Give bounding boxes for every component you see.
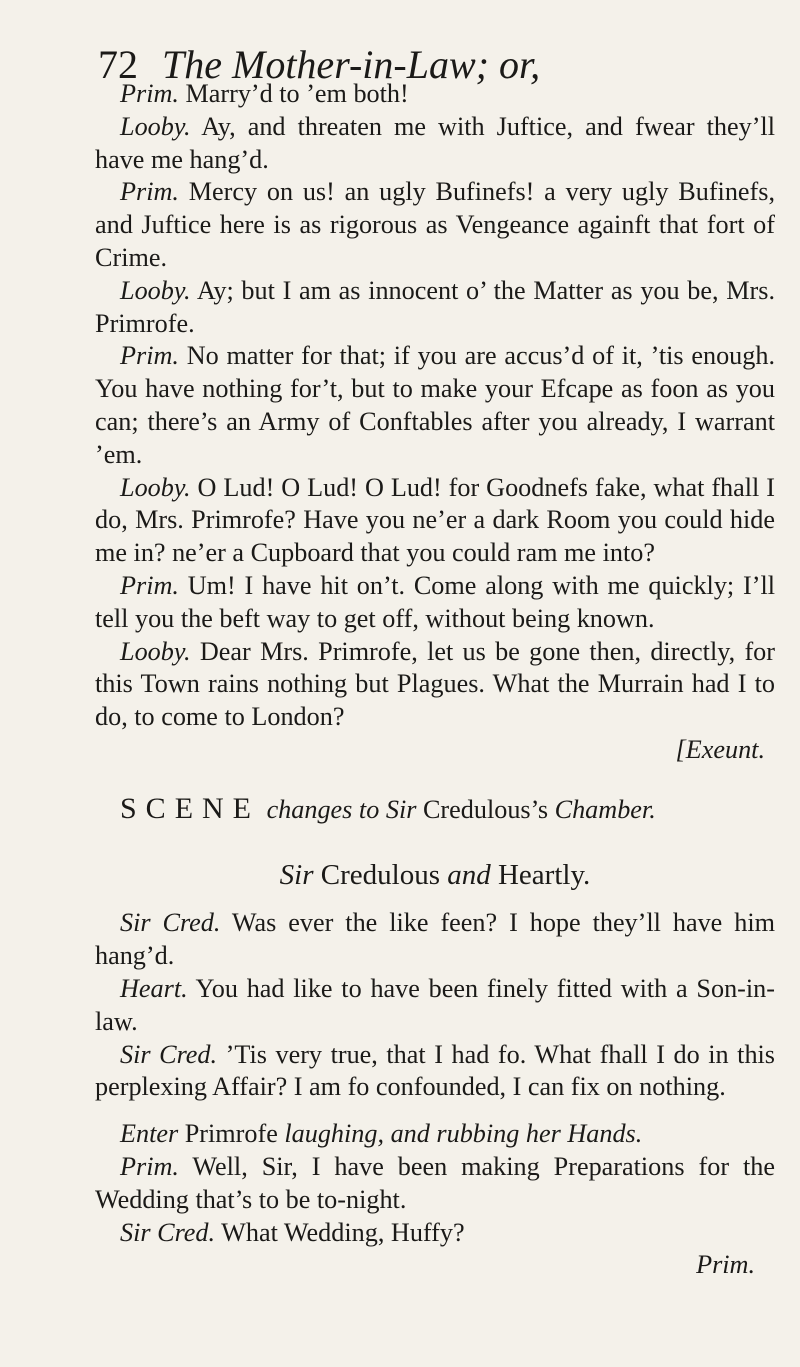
speech [95, 275, 775, 341]
speaker: Prim. [120, 1151, 179, 1181]
speaker: Sir Cred. [120, 1039, 218, 1069]
speech [95, 176, 775, 274]
scene-name: Credulous’s [422, 794, 549, 824]
speech-text: Well, Sir, I have been making Preparations for the Wedding that’s to be to-night. [95, 1151, 775, 1214]
persons-credulous: Credulous [320, 858, 440, 891]
speech [95, 1151, 775, 1217]
running-title: The Mother-in-Law; or, [162, 42, 541, 87]
speech [95, 570, 775, 636]
speech-text: Dear Mrs. Primrofe, let us be gone then, directly, for this Town rains nothing but Plagues. What the Murrain had I to do, to come to London? [95, 636, 775, 732]
speaker: Heart. [120, 973, 188, 1003]
speech-text: ’Tis very true, that I had fo. What fhall I do in this perplexing Affair? I am fo confounded, I can fix on nothing. [95, 1039, 776, 1102]
persons-sir: Sir [279, 858, 314, 891]
sd-rest: laughing, and rubbing her Hands. [284, 1119, 643, 1149]
speech-text: What Wedding, Huffy? [221, 1217, 465, 1247]
text-block [95, 78, 775, 1282]
speech [95, 636, 775, 734]
scene-word: SCENE [120, 791, 261, 825]
catchword: Prim. [696, 1250, 755, 1280]
persons-and: and [447, 858, 491, 891]
scene-changes: changes to [266, 794, 380, 824]
speech-text: Was ever the like feen? I hope they’ll have him hang’d. [95, 908, 775, 971]
sd-name: Primrofe [184, 1119, 278, 1149]
speech-text: You had like to have been finely fitted with a Son-in-law. [95, 973, 775, 1036]
persons-heartly: Heartly. [497, 858, 591, 891]
speech [95, 1039, 775, 1105]
speech-text: Um! I have hit on’t. Come along with me quickly; I’ll tell you the beft way to get off, without being known. [95, 570, 775, 633]
speech-text: Mercy on us! an ugly Bufinefs! a very ugly Bufinefs, and Juftice here is as rigorous as Vengeance againft that fort of Crime. [95, 177, 775, 272]
speaker: Prim. [120, 177, 179, 207]
speech-text: Ay; but I am as innocent o’ the Matter as you be, Mrs. Primrofe. [95, 275, 776, 338]
scene-heading [95, 793, 775, 827]
scene-sir: Sir [385, 794, 417, 824]
speaker: Prim. [120, 570, 179, 600]
speech-text: No matter for that; if you are accus’d of it, ’tis enough. You have nothing for’t, but to make your Efcape as foon as you can; there’s an Army of Conftables after you already, I warrant ’em. [95, 341, 775, 469]
speaker: Sir Cred. [120, 1217, 216, 1247]
speech [95, 907, 775, 973]
stage-exit: [Exeunt. [675, 734, 765, 764]
speech [95, 472, 775, 570]
stage-direction [95, 1118, 775, 1151]
page-number: 72 [98, 42, 138, 87]
speech [95, 1217, 775, 1250]
scene-chamber: Chamber. [554, 794, 656, 824]
speaker: Prim. [120, 341, 179, 371]
speaker: Prim. [120, 79, 179, 108]
speech [95, 973, 775, 1039]
speaker: Sir Cred. [120, 908, 221, 938]
sd-enter: Enter [120, 1119, 179, 1149]
speech-text: Marry’d to ’em both! [185, 79, 409, 108]
speech-text: Ay, and threaten me with Juftice, and fwear they’ll have me hang’d. [95, 111, 775, 174]
speech [95, 78, 775, 111]
speaker: Looby. [120, 472, 191, 502]
persons-on-stage [95, 859, 775, 892]
speaker: Looby. [120, 111, 191, 141]
speech [95, 111, 775, 177]
speaker: Looby. [120, 275, 191, 305]
speech-text: O Lud! O Lud! O Lud! for Goodnefs fake, what fhall I do, Mrs. Primrofe? Have you ne’er a dark Room you could hide me in? ne’er a Cupboard that you could ram me into? [95, 472, 776, 568]
speech [95, 340, 775, 471]
speaker: Looby. [120, 636, 191, 666]
